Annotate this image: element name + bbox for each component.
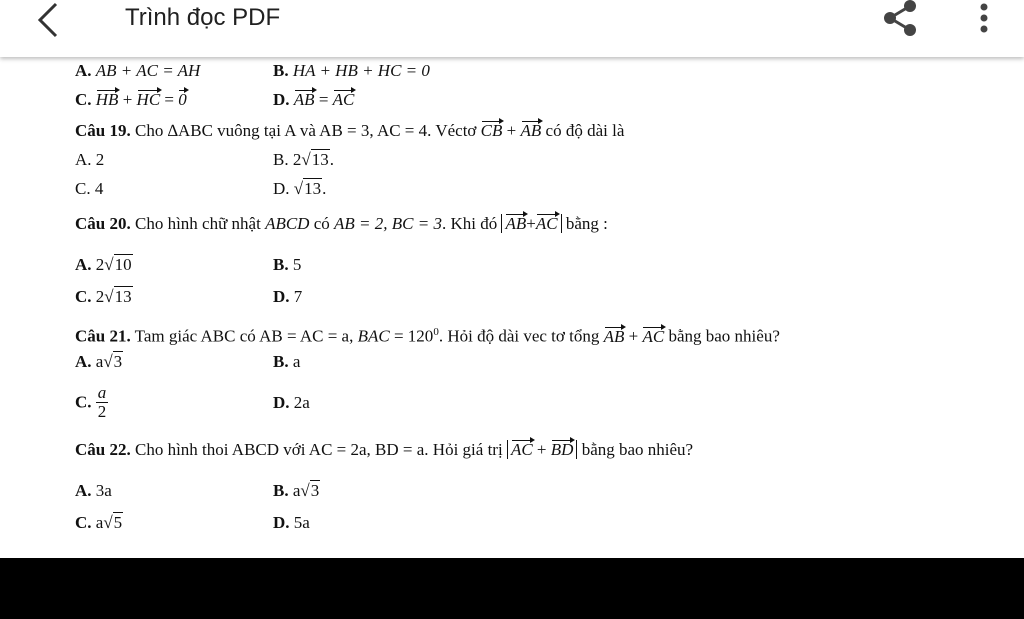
q20-question: Câu 20. Cho hình chữ nhật ABCD có AB = 2, BC = 3. Khi đó AB+AC bằng : bbox=[75, 214, 608, 233]
q21-option-b: B. a bbox=[273, 352, 301, 371]
q21-option-a: A. a√3 bbox=[75, 352, 123, 371]
q18-option-d: D. AB = AC bbox=[273, 90, 355, 109]
q21-option-d: D. 2a bbox=[273, 393, 310, 412]
more-options-button[interactable] bbox=[970, 0, 998, 36]
share-icon bbox=[880, 0, 920, 36]
q22-option-d: D. 5a bbox=[273, 513, 310, 532]
q22-option-c: C. a√5 bbox=[75, 513, 123, 532]
chevron-left-icon bbox=[26, 2, 78, 38]
q21-question: Câu 21. Tam giác ABC có AB = AC = a, BAC = $120^0$. Hỏi độ dài vec tơ tổng AB + AC bằng bao nhiêu? bbox=[75, 326, 780, 346]
q19-option-a: A. 2 bbox=[75, 150, 105, 169]
q20-option-d: D. 7 bbox=[273, 287, 303, 306]
q22-question: Câu 22. Cho hình thoi ABCD với AC = 2a, BD = a. Hỏi giá trị AC + BD bằng bao nhiêu? bbox=[75, 440, 694, 459]
share-button[interactable] bbox=[880, 0, 920, 36]
q22-option-a: A. 3a bbox=[75, 481, 112, 500]
q19-option-c: C. 4 bbox=[75, 179, 104, 198]
app-title: Trình đọc PDF bbox=[125, 4, 281, 31]
pdf-page[interactable] bbox=[0, 57, 1024, 558]
q19-question: Câu 19. Cho ∆ABC vuông tại A và AB = 3, AC = 4. Véctơ CB + AB có độ dài là bbox=[75, 121, 625, 140]
q20-option-c: C. 2√13 bbox=[75, 287, 132, 306]
q22-option-b: B. a√3 bbox=[273, 481, 320, 500]
q18-option-a: A. AB + AC = AH bbox=[75, 61, 201, 80]
app-bar bbox=[0, 0, 1024, 57]
q18-option-b: B. HA + HB + HC = 0 bbox=[273, 61, 430, 80]
q20-option-b: B. 5 bbox=[273, 255, 302, 274]
q19-option-d: D. √13. bbox=[273, 179, 327, 198]
q20-option-a: A. 2√10 bbox=[75, 255, 132, 274]
q19-option-b: B. 2√13. bbox=[273, 150, 334, 169]
q18-option-c: C. HB + HC = 0 bbox=[75, 90, 187, 109]
more-vert-icon bbox=[970, 0, 998, 36]
q21-option-c: C. $\frac{a}{2}$ bbox=[75, 383, 107, 421]
back-button[interactable] bbox=[26, 2, 78, 38]
